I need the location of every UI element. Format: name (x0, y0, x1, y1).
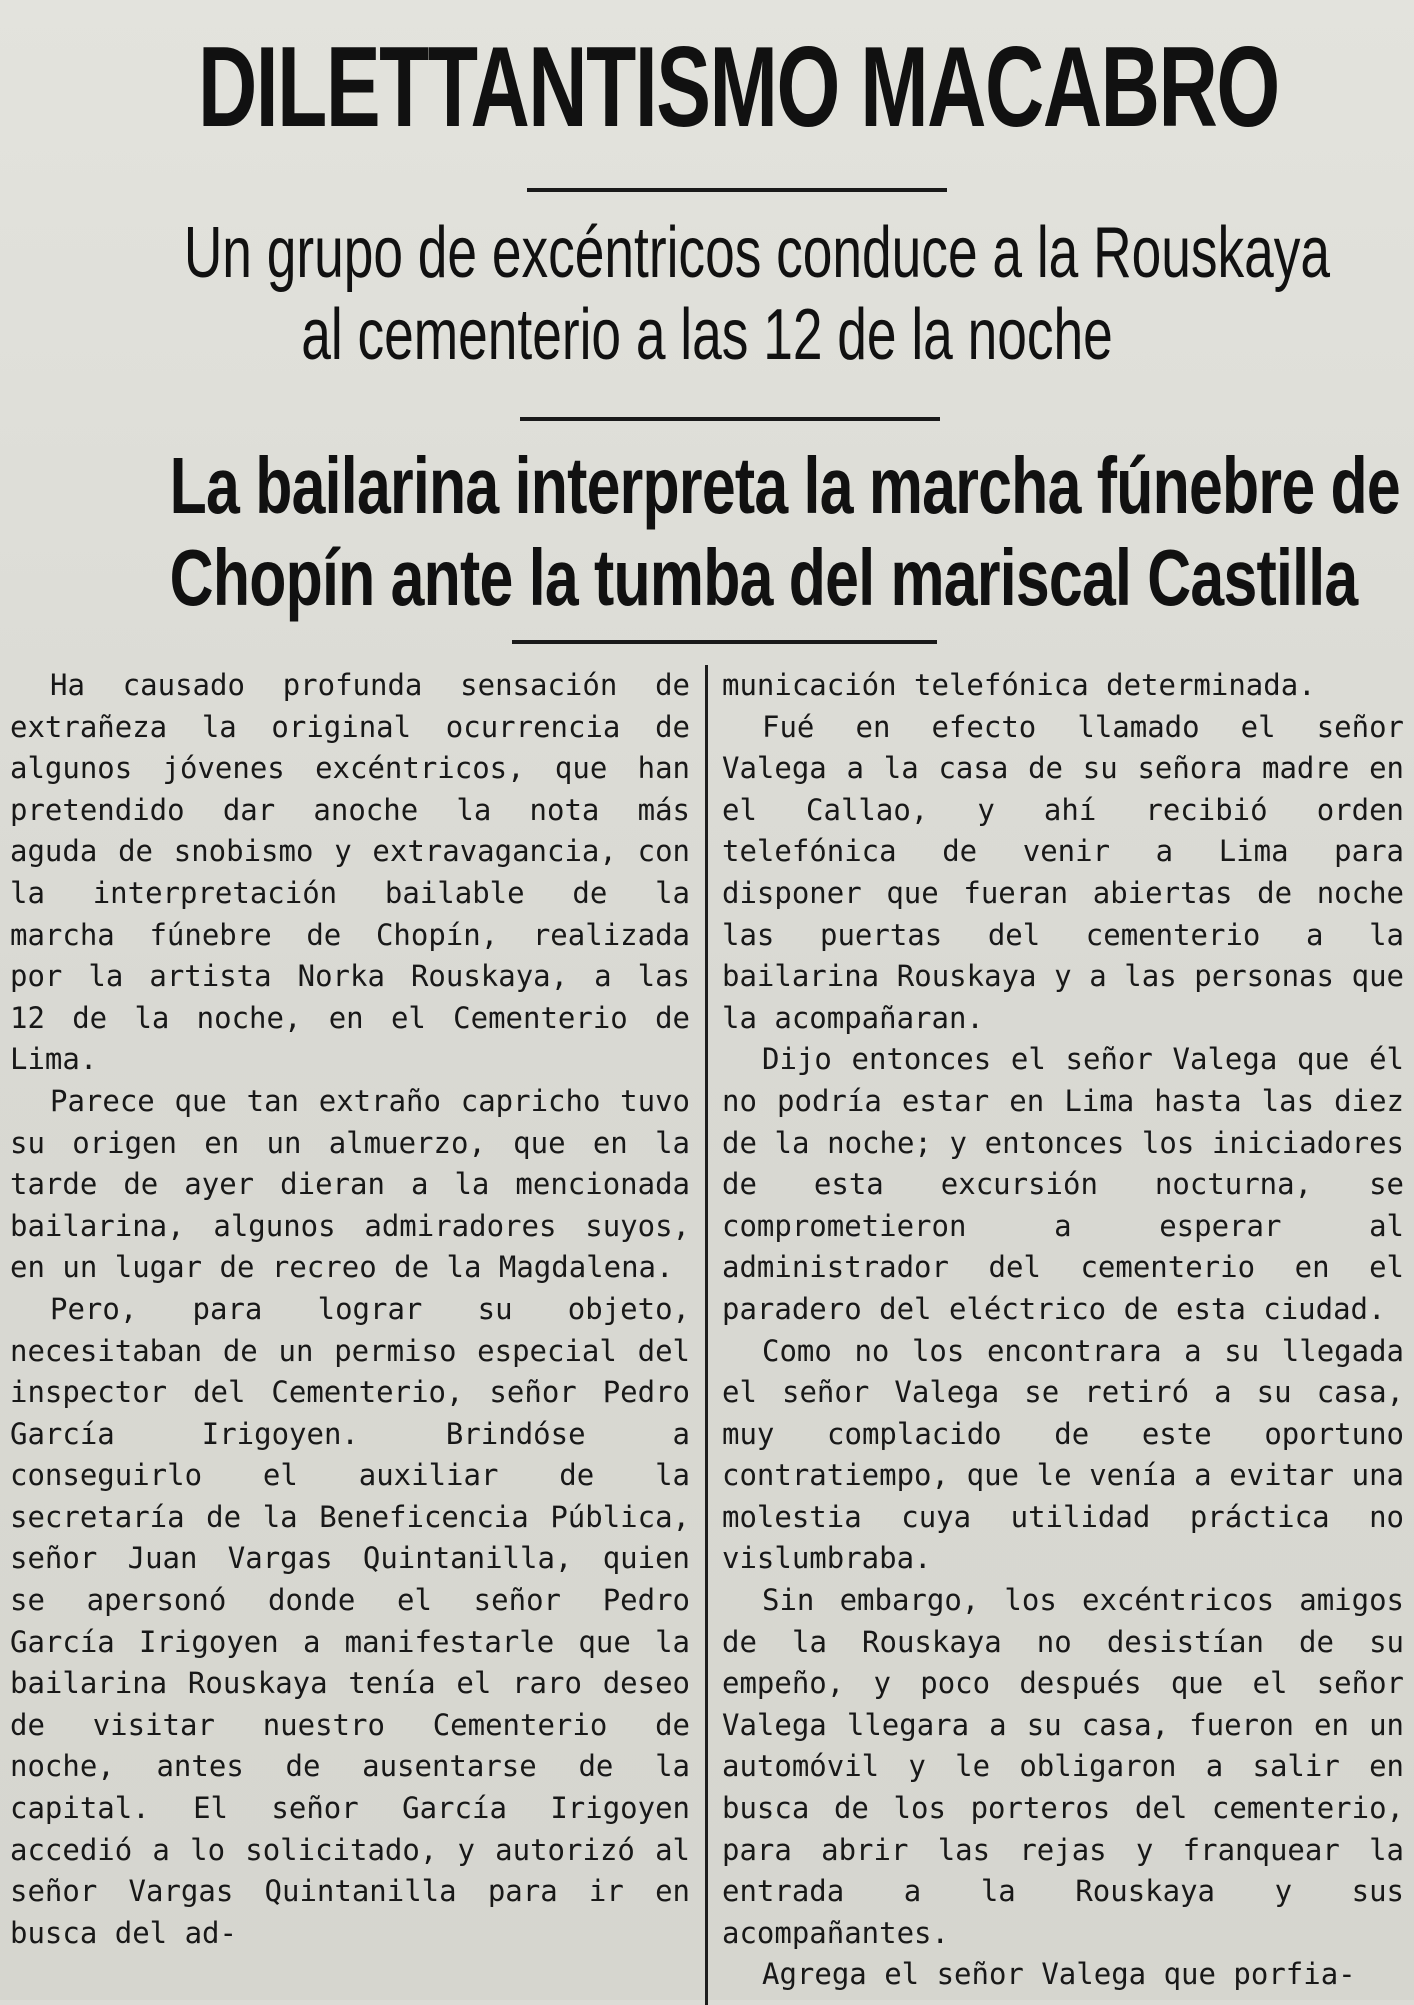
deck-headline (169, 440, 1400, 624)
right-paragraph-5: Agrega el señor Valega que porfia- (762, 1957, 1356, 1992)
left-paragraph-3: Pero, para lograr su objeto, necesitaban de un permiso especial del inspector del Cementerio, señor Pedro García Irigoyen. Brindóse a conseguirlo el auxiliar de la secretaría de la Beneficencia Pública, señor Juan Vargas Quintanilla, quien se apersonó donde el señor Pedro García Irigoyen a manifestarle que la bailarina Rouskaya tenía el raro deseo de visitar nuestro Cementerio de noche, antes de ausentarse de la capital. El señor García Irigoyen accedió a lo solicitado, y autorizó al señor Vargas Quintanilla para ir en busca del ad- (10, 1291, 690, 1950)
right-paragraph-3: Como no los encontrara a su llegada el señor Valega se retiró a su casa, muy complacido de este oportuno contratiempo, que le venía a evitar una molestia cuya utilidad práctica no vislumbraba. (722, 1333, 1404, 1576)
headline-rule-1 (527, 188, 947, 192)
right-paragraph-continuation: municación telefónica determinada. (722, 668, 1316, 702)
deck-line-2: Chopín ante la tumba del mariscal Castilla (169, 533, 1358, 622)
right-paragraph-4: Sin embargo, los excéntricos amigos de la Rouskaya no desistían de su empeño, y poco después que el señor Valega llegara a su casa, fueron en un automóvil y le obligaron a salir en busca de los porteros del cementerio, para abrir las rejas y franquear la entrada a la Rouskaya y sus acompañantes. (722, 1583, 1404, 1950)
subheadline-line-1: Un grupo de excéntricos conduce a la Rouskaya (183, 213, 1331, 293)
headline-rule-2 (520, 417, 940, 421)
headline-rule-3 (512, 640, 937, 644)
deck-line-1: La bailarina interpreta la marcha fúnebre de (169, 441, 1400, 530)
article-right-column (722, 665, 1404, 1996)
right-paragraph-1: Fué en efecto llamado el señor Valega a la casa de su señora madre en el Callao, y ahí recibió orden telefónica de venir a Lima para disponer que fueran abiertas de noche las puertas del cementerio a la bailarina Rouskaya y a las personas que la acompañaran. (722, 709, 1404, 1035)
right-paragraph-2: Dijo entonces el señor Valega que él no podría estar en Lima hasta las diez de la noche; y entonces los iniciadores de esta excursión nocturna, se comprometieron a esperar al administrador del cementerio en el paradero del eléctrico de esta ciudad. (722, 1042, 1404, 1326)
main-headline: DILETTANTISMO MACABRO (197, 24, 1279, 151)
left-paragraph-2: Parece que tan extraño capricho tuvo su origen en un almuerzo, que en la tarde de ayer dieran a la mencionada bailarina, algunos admiradores suyos, en un lugar de recreo de la Magdalena. (10, 1083, 690, 1285)
subheadline (183, 212, 1331, 376)
column-divider (705, 665, 708, 2005)
subheadline-line-2: al cementerio a las 12 de la noche (301, 295, 1113, 375)
left-paragraph-1: Ha causado profunda sensación de extrañeza la original ocurrencia de algunos jóvenes excéntricos, que han pretendido dar anoche la nota más aguda de snobismo y extravagancia, con la interpretación bailable de la marcha fúnebre de Chopín, realizada por la artista Norka Rouskaya, a las 12 de la noche, en el Cementerio de Lima. (10, 668, 690, 1077)
article-left-column (10, 665, 690, 1954)
